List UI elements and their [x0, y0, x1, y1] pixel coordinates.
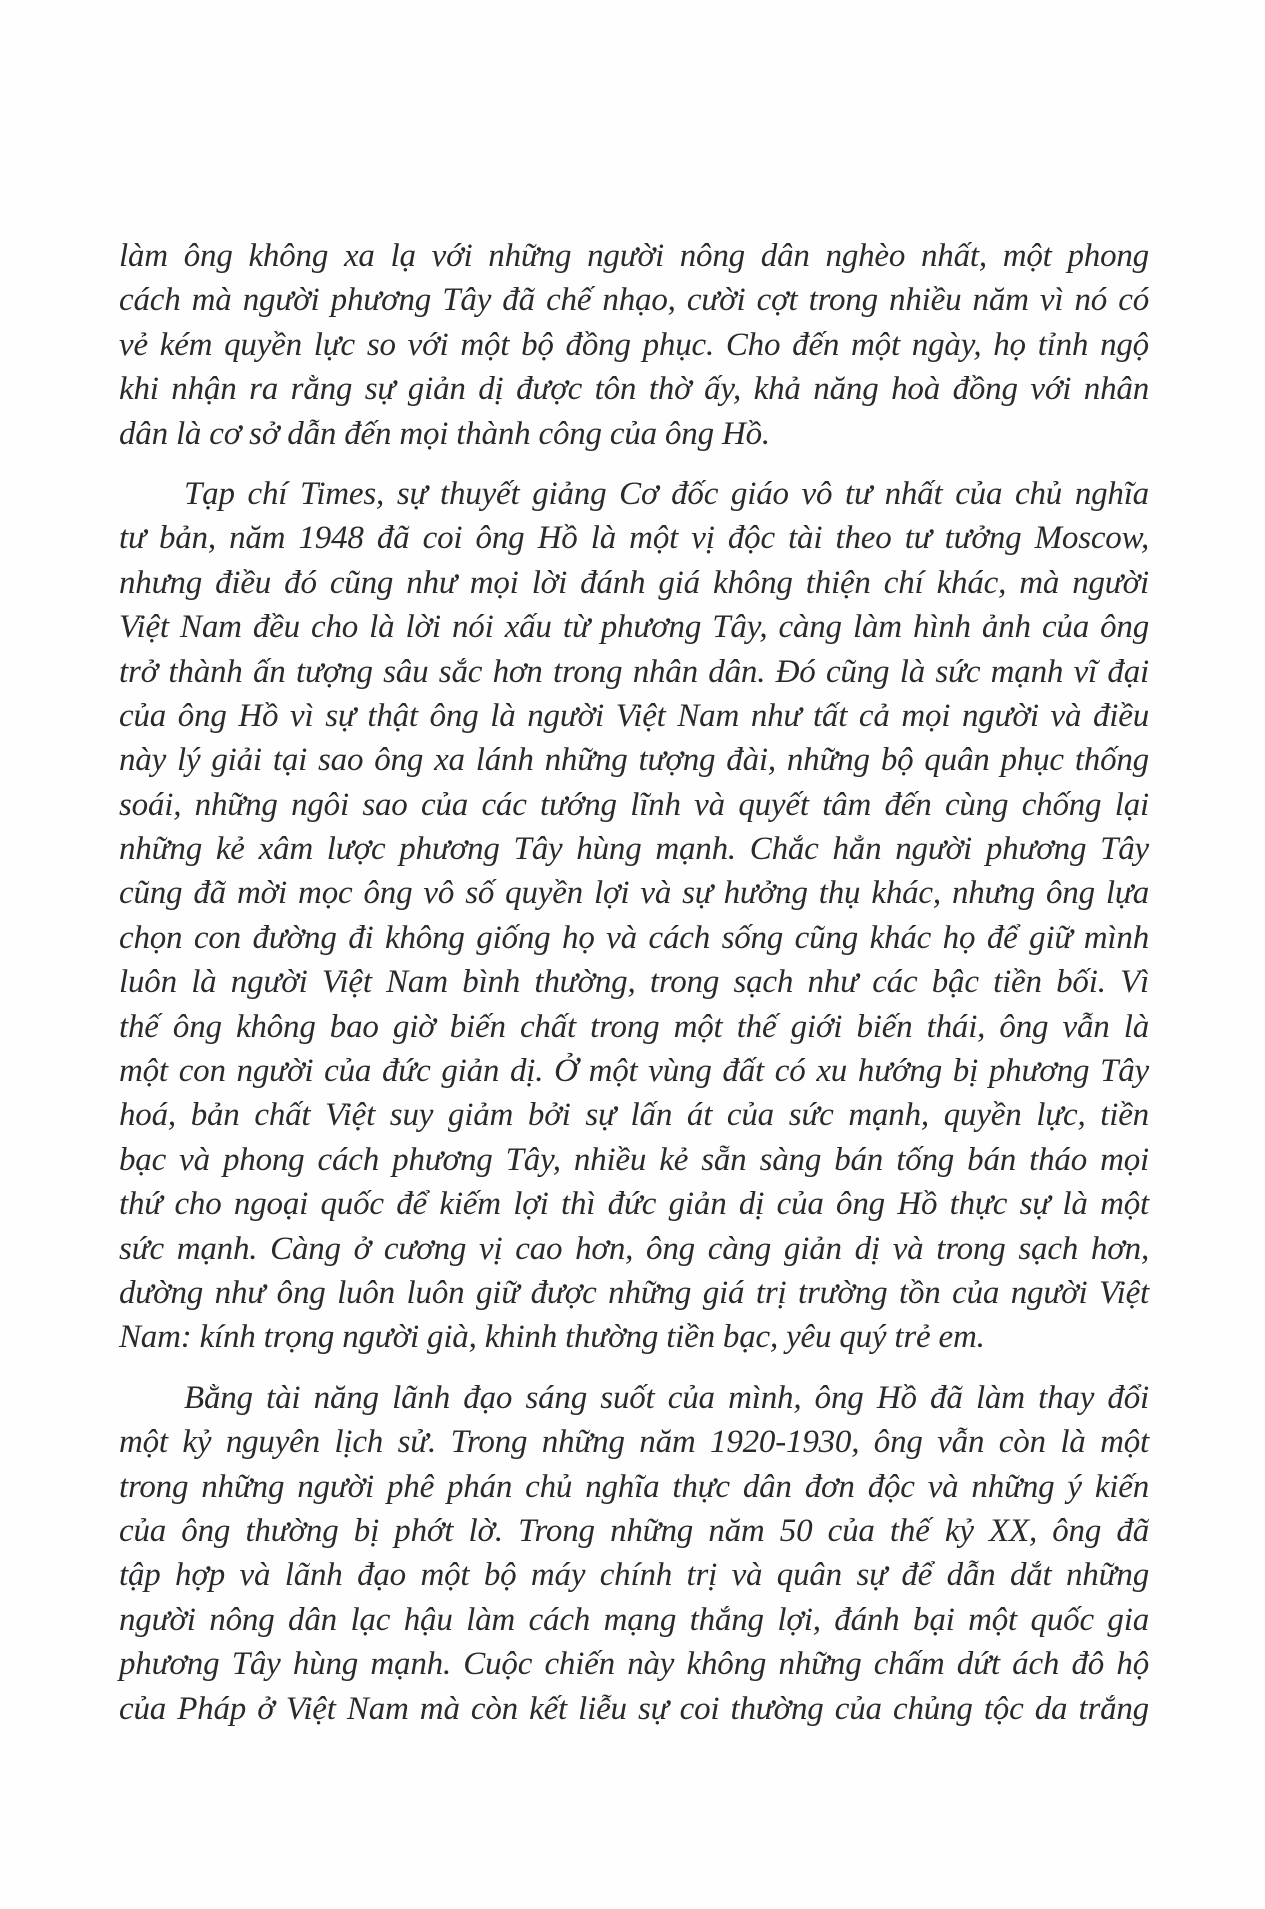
text-line: một kỷ nguyên lịch sử. Trong những năm 1920-1930, ông vẫn còn là một — [119, 1424, 1149, 1461]
text-line: Bằng tài năng lãnh đạo sáng suốt của mình, ông Hồ đã làm thay đổi — [184, 1379, 1149, 1416]
text-line: tư bản, năm 1948 đã coi ông Hồ là một vị độc tài theo tư tưởng Moscow, — [119, 520, 1149, 557]
text-line: Tạp chí Times, sự thuyết giảng Cơ đốc giáo vô tư nhất của chủ nghĩa — [184, 475, 1149, 512]
text-line: tập hợp và lãnh đạo một bộ máy chính trị và quân sự để dẫn dắt những — [119, 1557, 1149, 1594]
text-line: trong những người phê phán chủ nghĩa thực dân đơn độc và những ý kiến — [119, 1468, 1149, 1505]
text-line: luôn là người Việt Nam bình thường, trong sạch như các bậc tiền bối. Vì — [119, 964, 1149, 1001]
text-line: hoá, bản chất Việt suy giảm bởi sự lấn át của sức mạnh, quyền lực, tiền — [119, 1097, 1149, 1134]
text-line: trở thành ấn tượng sâu sắc hơn trong nhân dân. Đó cũng là sức mạnh vĩ đại — [119, 653, 1149, 690]
paragraph-1 — [119, 234, 1149, 456]
text-line: chọn con đường đi không giống họ và cách sống cũng khác họ để giữ mình — [119, 919, 1149, 956]
text-line: bạc và phong cách phương Tây, nhiều kẻ sẵn sàng bán tống bán tháo mọi — [119, 1141, 1149, 1178]
text-line: của ông thường bị phớt lờ. Trong những năm 50 của thế kỷ XX, ông đã — [119, 1512, 1149, 1549]
text-line: này lý giải tại sao ông xa lánh những tượng đài, những bộ quân phục thống — [119, 742, 1149, 779]
text-line: khi nhận ra rằng sự giản dị được tôn thờ ấy, khả năng hoà đồng với nhân — [119, 371, 1149, 408]
text-line: Nam: kính trọng người già, khinh thường tiền bạc, yêu quý trẻ em. — [119, 1319, 985, 1356]
text-line: Việt Nam đều cho là lời nói xấu từ phương Tây, càng làm hình ảnh của ông — [119, 609, 1149, 646]
text-line: cách mà người phương Tây đã chế nhạo, cười cợt trong nhiều năm vì nó có — [119, 282, 1149, 319]
text-line: của Pháp ở Việt Nam mà còn kết liễu sự coi thường của chủng tộc da trắng — [119, 1690, 1149, 1727]
text-line: thứ cho ngoại quốc để kiếm lợi thì đức giản dị của ông Hồ thực sự là một — [119, 1186, 1149, 1223]
text-line: cũng đã mời mọc ông vô số quyền lợi và sự hưởng thụ khác, nhưng ông lựa — [119, 875, 1149, 912]
paragraph-3 — [119, 1376, 1149, 1731]
text-line: sức mạnh. Càng ở cương vị cao hơn, ông càng giản dị và trong sạch hơn, — [119, 1230, 1149, 1267]
text-line: dân là cơ sở dẫn đến mọi thành công của ông Hồ. — [119, 415, 770, 452]
text-line: vẻ kém quyền lực so với một bộ đồng phục. Cho đến một ngày, họ tỉnh ngộ — [119, 326, 1149, 363]
text-line: của ông Hồ vì sự thật ông là người Việt Nam như tất cả mọi người và điều — [119, 697, 1149, 734]
text-line: phương Tây hùng mạnh. Cuộc chiến này không những chấm dứt ách đô hộ — [119, 1646, 1149, 1683]
text-line: thế ông không bao giờ biến chất trong một thế giới biến thái, ông vẫn là — [119, 1008, 1149, 1045]
text-line: soái, những ngôi sao của các tướng lĩnh và quyết tâm đến cùng chống lại — [119, 786, 1149, 823]
text-line: dường như ông luôn luôn giữ được những giá trị trường tồn của người Việt — [119, 1274, 1149, 1311]
paragraph-2 — [119, 472, 1149, 1360]
text-line: nhưng điều đó cũng như mọi lời đánh giá không thiện chí khác, mà người — [119, 564, 1149, 601]
text-line: người nông dân lạc hậu làm cách mạng thắng lợi, đánh bại một quốc gia — [119, 1601, 1149, 1638]
text-line: những kẻ xâm lược phương Tây hùng mạnh. Chắc hẳn người phương Tây — [119, 831, 1149, 868]
text-line: làm ông không xa lạ với những người nông dân nghèo nhất, một phong — [119, 238, 1149, 274]
body-text — [119, 234, 1149, 1747]
text-line: một con người của đức giản dị. Ở một vùng đất có xu hướng bị phương Tây — [119, 1053, 1149, 1090]
